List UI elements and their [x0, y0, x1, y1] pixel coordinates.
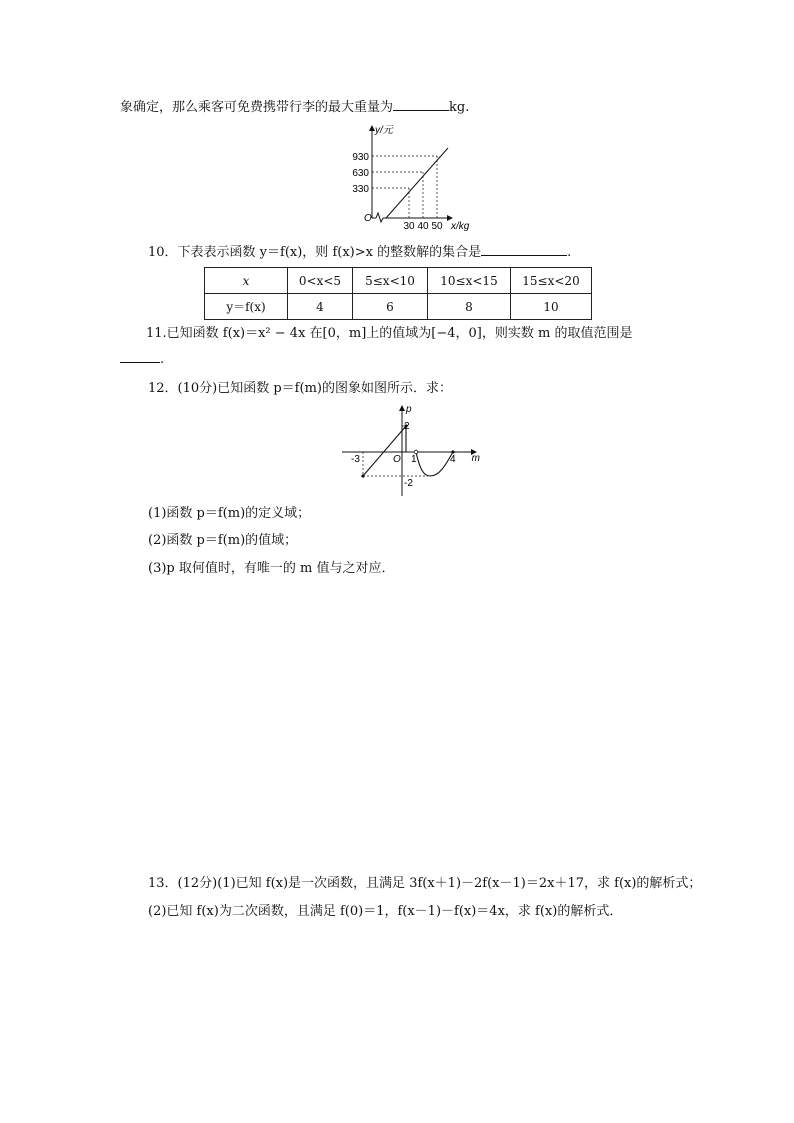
table-cell: 4 — [288, 294, 353, 320]
q11-answer-blank — [120, 350, 160, 363]
y-tick-630: 630 — [352, 168, 369, 179]
q10-stem — [148, 243, 571, 261]
table-row-header — [205, 268, 592, 294]
y-axis-label: y/元 — [375, 125, 393, 136]
q9-line — [120, 98, 469, 116]
q9-answer-blank — [393, 98, 449, 111]
x-axis-label: x/kg — [451, 221, 470, 232]
y-tick-930: 930 — [352, 152, 369, 163]
tick-2: 2 — [404, 421, 410, 432]
axis-break-mark — [376, 213, 383, 222]
q12-part3: (3)p 取何值时，有唯一的 m 值与之对应． — [148, 561, 395, 576]
q13-line2: (2)已知 f(x)为二次函数，且满足 f(0)＝1，f(x－1)－f(x)＝4x，求 f(x)的解析式． — [148, 904, 623, 919]
x-tick-30: 30 — [403, 221, 415, 232]
q9-text: 象确定，那么乘客可免费携带行李的最大重量为 — [120, 100, 394, 115]
table-cell: 8 — [428, 294, 511, 320]
q11-line2 — [120, 350, 164, 368]
cost-function-line — [386, 148, 448, 218]
q11-line1: 11.已知函数 f(x)＝x² − 4x 在[0，m]上的值域为[−4，0]，则实数 m 的取值范围是 — [146, 326, 633, 341]
curve-segment — [416, 452, 453, 476]
luggage-cost-graph — [340, 120, 490, 232]
q11-end: . — [160, 352, 165, 367]
x-tick-40: 40 — [417, 221, 429, 232]
table-cell: 15≤x<20 — [511, 268, 592, 294]
p-of-m-graph — [338, 402, 486, 498]
table-cell: 6 — [353, 294, 428, 320]
q10-answer-blank — [481, 243, 567, 256]
q9-unit: kg. — [449, 100, 470, 115]
table-cell: 10 — [511, 294, 592, 320]
q12-part1: (1)函数 p＝f(m)的定义域； — [148, 506, 311, 521]
tick-1: 1 — [411, 454, 417, 465]
tick-4: 4 — [450, 454, 456, 465]
y-tick-330: 330 — [352, 184, 369, 195]
origin-label: O — [364, 213, 372, 224]
table-cell: y＝f(x) — [205, 294, 288, 320]
tick-neg3: -3 — [351, 454, 360, 465]
q12-stem: 12．(10分)已知函数 p＝f(m)的图象如图所示．求： — [148, 381, 452, 396]
q10-end: . — [567, 245, 572, 260]
table-cell: x — [205, 268, 288, 294]
table-cell: 10≤x<15 — [428, 268, 511, 294]
x-tick-50: 50 — [431, 221, 443, 232]
m-axis-label: m — [471, 453, 480, 464]
q12-part2: (2)函数 p＝f(m)的值域； — [148, 533, 298, 548]
origin-label: O — [393, 454, 401, 465]
q10-table — [204, 267, 592, 320]
tick-neg2: -2 — [404, 478, 413, 489]
table-row-values — [205, 294, 592, 320]
q10-text: 10．下表表示函数 y＝f(x)，则 f(x)>x 的整数解的集合是 — [148, 245, 482, 260]
q13-line1: 13．(12分)(1)已知 f(x)是一次函数，且满足 3f(x＋1)－2f(x－1)＝2x＋17，求 f(x)的解析式； — [148, 876, 702, 891]
endpoint-left — [361, 474, 364, 477]
p-axis-label: p — [406, 404, 412, 415]
table-cell: 0<x<5 — [288, 268, 353, 294]
linear-segment — [363, 426, 406, 476]
table-cell: 5≤x<10 — [353, 268, 428, 294]
